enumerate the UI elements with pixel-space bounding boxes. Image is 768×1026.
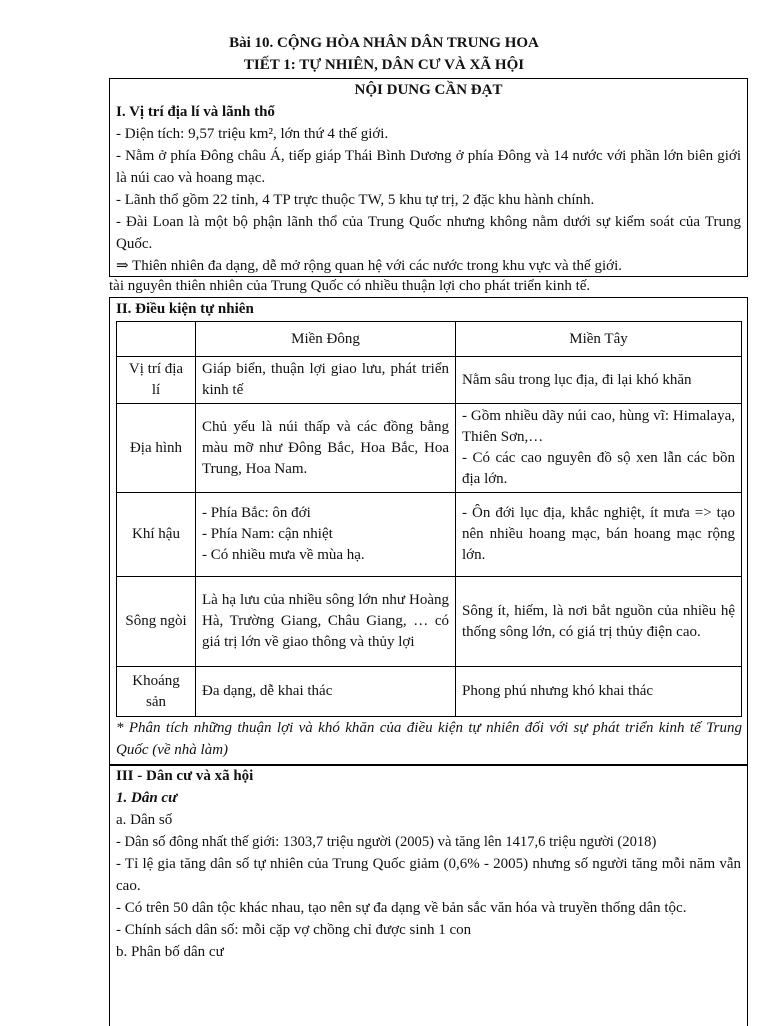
conclusion-line: ⇒ Thiên nhiên đa dạng, dễ mở rộng quan hệ với các nước trong khu vực và thế giới.: [116, 258, 622, 274]
section-2-title: II. Điều kiện tự nhiên: [116, 301, 254, 317]
east-cell-line: - Phía Bắc: ôn đới: [202, 505, 311, 521]
east-cell: Giáp biển, thuận lợi giao lưu, phát triển kinh tế: [196, 357, 456, 404]
column-header-west: Miền Tây: [456, 322, 742, 357]
section-3-title: III - Dân cư và xã hội: [116, 768, 254, 784]
row-label: Khí hậu: [117, 493, 196, 577]
west-cell-line: - Có các cao nguyên đồ sộ xen lẫn các bồn địa lớn.: [462, 450, 735, 487]
item-heading: b. Phân bố dân cư: [116, 944, 224, 960]
lesson-subtitle: TIẾT 1: TỰ NHIÊN, DÂN CƯ VÀ XÃ HỘI: [243, 57, 525, 73]
text-line: - Chính sách dân số: mỗi cặp vợ chồng chỉ được sinh 1 con: [116, 922, 472, 938]
row-label: Vị trí địa lí: [117, 357, 196, 404]
east-cell: [196, 493, 456, 577]
table-row: [117, 493, 742, 577]
table-row: [117, 577, 742, 667]
table-header-row: [117, 322, 742, 357]
row-label: Khoáng sản: [117, 667, 196, 717]
west-cell: [456, 404, 742, 493]
west-cell: - Ôn đới lục địa, khắc nghiệt, ít mưa => tạo nên nhiều hoang mạc, bán hoang mạc rộng lớn.: [456, 493, 742, 577]
table-row: [117, 667, 742, 717]
west-cell: Phong phú nhưng khó khai thác: [456, 667, 742, 717]
subsection-title: 1. Dân cư: [116, 790, 178, 806]
section-1-box: [109, 78, 748, 277]
natural-conditions-table: [116, 321, 742, 717]
table-corner-cell: [117, 322, 196, 357]
table-row: [117, 357, 742, 404]
content-heading: NỘI DUNG CẦN ĐẠT: [354, 82, 503, 98]
east-cell: Chủ yếu là núi thấp và các đồng bằng màu mỡ như Đông Bắc, Hoa Bắc, Hoa Trung, Hoa Nam.: [196, 404, 456, 493]
table-row: [117, 404, 742, 493]
west-cell-line: - Gồm nhiều dãy núi cao, hùng vĩ: Himalaya, Thiên Sơn,…: [462, 408, 735, 445]
west-cell: Sông ít, hiếm, là nơi bắt nguồn của nhiều hệ thống sông lớn, có giá trị thủy điện cao.: [456, 577, 742, 667]
section-1-title: I. Vị trí địa lí và lãnh thổ: [116, 104, 275, 120]
east-cell-line: - Có nhiều mưa về mùa hạ.: [202, 547, 365, 563]
row-label: Sông ngòi: [117, 577, 196, 667]
text-line: - Nằm ở phía Đông châu Á, tiếp giáp Thái Bình Dương ở phía Đông và 14 nước với phần lớn biên giới là núi cao và hoang mạc.: [116, 148, 741, 186]
text-line: - Diện tích: 9,57 triệu km², lớn thứ 4 thế giới.: [116, 126, 389, 142]
lesson-title: Bài 10. CỘNG HÒA NHÂN DÂN TRUNG HOA: [229, 35, 539, 51]
column-header-east: Miền Đông: [196, 322, 456, 357]
homework-note: * Phân tích những thuận lợi và khó khăn của điều kiện tự nhiên đối với sự phát triển kinh tế Trung Quốc (về nhà làm): [116, 720, 742, 758]
text-line: - Dân số đông nhất thế giới: 1303,7 triệu người (2005) và tăng lên 1417,6 triệu người (2018): [116, 834, 657, 850]
text-line: - Đài Loan là một bộ phận lãnh thổ của Trung Quốc nhưng không nằm dưới sự kiểm soát của Trung Quốc.: [116, 214, 741, 252]
section-2-box: [109, 297, 748, 766]
east-cell: Là hạ lưu của nhiều sông lớn như Hoàng Hà, Trường Giang, Châu Giang, … có giá trị lớn về giao thông và thủy lợi: [196, 577, 456, 667]
stray-text-line: tài nguyên thiên nhiên của Trung Quốc có nhiều thuận lợi cho phát triển kinh tế.: [109, 278, 591, 294]
item-heading: a. Dân số: [116, 812, 173, 828]
west-cell: Nằm sâu trong lục địa, đi lại khó khăn: [456, 357, 742, 404]
text-line: - Lãnh thổ gồm 22 tỉnh, 4 TP trực thuộc TW, 5 khu tự trị, 2 đặc khu hành chính.: [116, 192, 595, 208]
text-line: - Có trên 50 dân tộc khác nhau, tạo nên sự đa dạng về bản sắc văn hóa và truyền thống dân tộc.: [116, 900, 687, 916]
east-cell: Đa dạng, dễ khai thác: [196, 667, 456, 717]
section-3-box: [109, 764, 748, 1026]
text-line: - Tỉ lệ gia tăng dân số tự nhiên của Trung Quốc giảm (0,6% - 2005) nhưng số người tăng mỗi năm vẫn cao.: [116, 856, 741, 894]
east-cell-line: - Phía Nam: cận nhiệt: [202, 526, 333, 542]
row-label: Địa hình: [117, 404, 196, 493]
